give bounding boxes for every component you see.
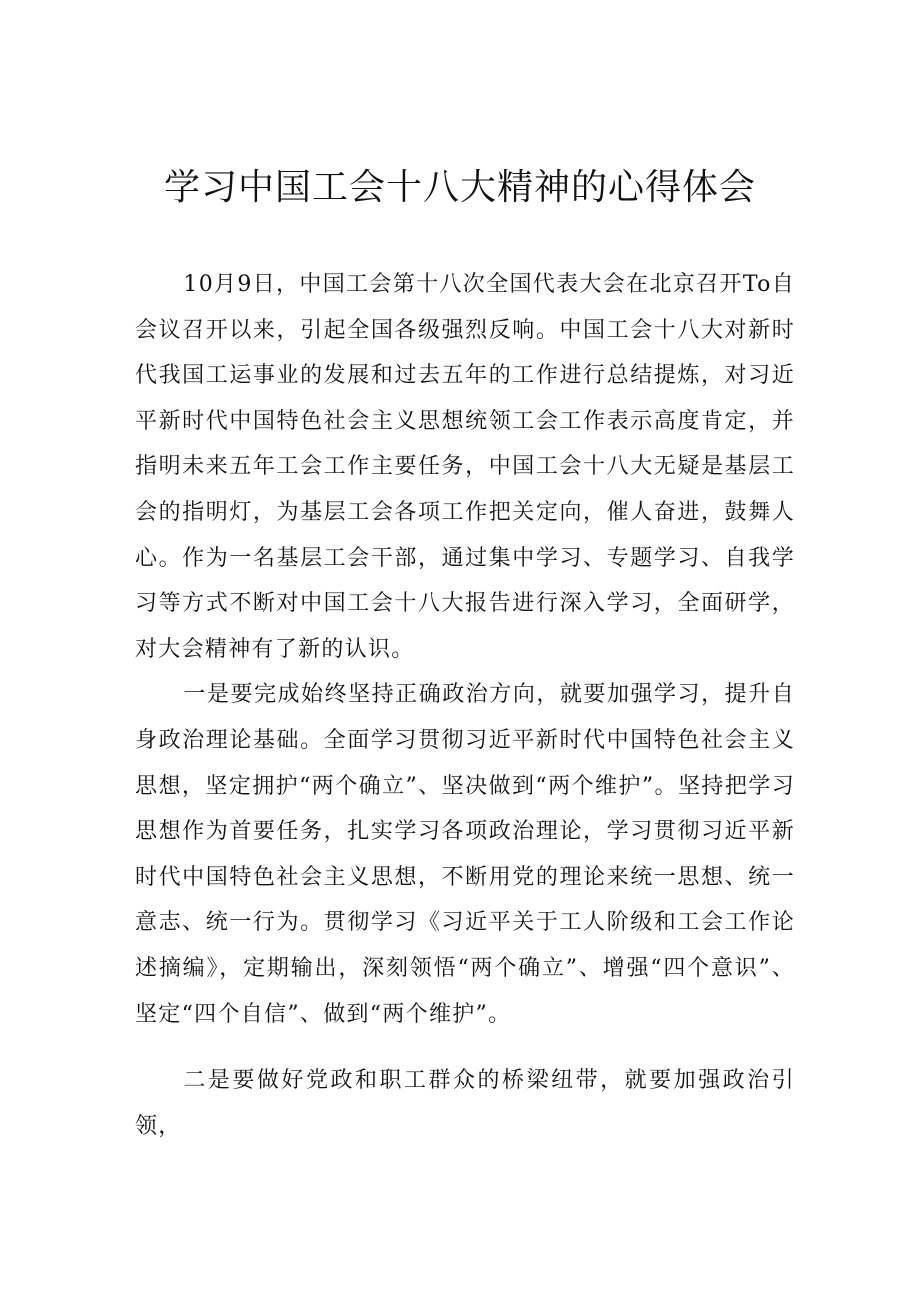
paragraph-intro: 10月9日，中国工会第十八次全国代表大会在北京召开To自会议召开以来，引起全国各级强烈反响。中国工会十八大对新时代我国工运事业的发展和过去五年的工作进行总结提炼，对习近平新时代中国特色社会主义思想统领工会工作表示高度肯定，并指明未来五年工会工作主要任务，中国工会十八大无疑是基层工会的指明灯，为基层工会各项工作把关定向，催人奋进，鼓舞人心。作为一名基层工会干部，通过集中学习、专题学习、自我学习等方式不断对中国工会十八大报告进行深入学习，全面研学，对大会精神有了新的认识。 [135,272,795,662]
document-title: 学习中国工会十八大精神的心得体会 [163,167,756,208]
paragraph-point-two: 二是要做好党政和职工群众的桥梁纽带，就要加强政治引领， [135,1068,795,1139]
document-body [135,262,795,1149]
paragraph-point-one: 一是要完成始终坚持正确政治方向，就要加强学习，提升自身政治理论基础。全面学习贯彻习近平新时代中国特色社会主义思想，坚定拥护“两个确立”、坚决做到“两个维护”。坚持把学习思想作为首要任务，扎实学习各项政治理论，学习贯彻习近平新时代中国特色社会主义思想，不断用党的理论来统一思想、统一意志、统一行为。贯彻学习《习近平关于工人阶级和工会工作论述摘编》，定期输出，深刻领悟“两个确立”、增强“四个意识”、坚定“四个自信”、做到“两个维护”。 [135,682,795,1027]
